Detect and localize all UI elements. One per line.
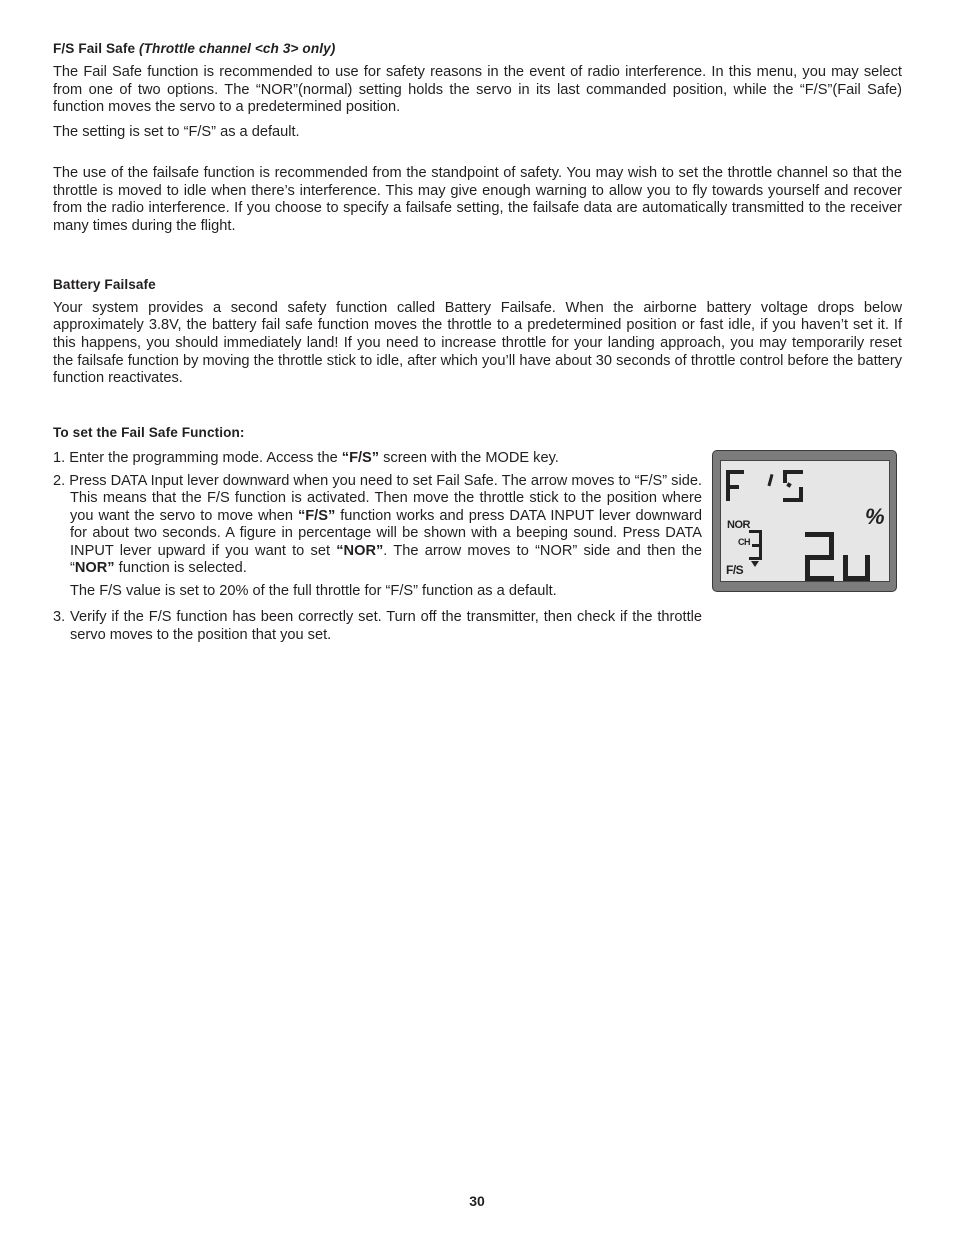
step-3: 3. Verify if the F/S function has been correctly set. Turn off the transmitter, then check if the throttle servo moves to the position that you set. xyxy=(53,609,702,643)
set-fail-safe-heading: To set the Fail Safe Function: xyxy=(53,425,245,441)
lcd-display-figure xyxy=(712,450,897,592)
lcd-percent-sign: % xyxy=(865,504,885,530)
step-2: 2. Press DATA Input lever downward when you need to set Fail Safe. The arrow moves to “F/S” side. This means that the F/S function is activated. Then move the throttle stick to the position where you want the servo to move when “F/S” function works and press DATA INPUT lever downward for about two seconds. A figure in percentage will be shown with a beeping sound. Press DATA INPUT lever upward if you want to set “NOR”. The arrow moves to “NOR” side and then the “NOR” function is selected. xyxy=(53,472,702,577)
heading-text: F/S Fail Safe xyxy=(53,41,140,56)
lcd-value-digits xyxy=(805,532,870,581)
paragraph: The Fail Safe function is recommended to use for safety reasons in the event of radio interference. In this menu, you may select from one of two options. The “NOR”(normal) setting holds the servo in its last commanded position, while the “F/S”(Fail Safe) function moves the servo to a predetermined position. xyxy=(53,64,902,116)
step-1: 1. Enter the programming mode. Access the “F/S” screen with the MODE key. xyxy=(53,450,559,467)
paragraph: The use of the failsafe function is recommended from the standpoint of safety. You may wish to set the throttle channel so that the throttle is moved to idle when there’s interference. This may give enough warning to allow you to fly towards yourself and recover from the radio interference. If you choose to specify a failsafe setting, the failsafe data are automatically transmitted to the receiver many times during the flight. xyxy=(53,164,902,234)
lcd-arrow-icon xyxy=(751,561,759,567)
page-number: 30 xyxy=(469,1193,485,1209)
steps-list xyxy=(53,450,702,644)
heading-italic-text: (Throttle channel <ch 3> only) xyxy=(139,41,336,56)
default-note: The F/S value is set to 20% of the full throttle for “F/S” function as a default. xyxy=(70,582,557,599)
manual-page xyxy=(53,41,902,649)
lcd-top-fs-segments xyxy=(726,470,803,502)
lcd-label-nor: NOR xyxy=(727,519,750,532)
paragraph: Your system provides a second safety function called Battery Failsafe. When the airborne battery voltage drops below approximately 3.8V, the battery fail safe function moves the throttle to a predetermined position or fast idle, if you haven’t set it. If this happens, you should immediately land! If you need to increase throttle for your landing approach, you may temporarily reset the failsafe function by moving the throttle stick to idle, after which you’ll have about 30 seconds of throttle control before the battery function reactivates. xyxy=(53,299,902,387)
fail-safe-heading xyxy=(53,41,902,56)
steps-area xyxy=(53,450,902,644)
paragraph: The setting is set to “F/S” as a default. xyxy=(53,124,300,141)
lcd-label-fs: F/S xyxy=(726,563,744,578)
lcd-channel-digit xyxy=(749,530,762,560)
lcd-label-ch: CH xyxy=(738,537,750,548)
battery-failsafe-heading: Battery Failsafe xyxy=(53,276,156,292)
lcd-screen xyxy=(720,460,890,582)
